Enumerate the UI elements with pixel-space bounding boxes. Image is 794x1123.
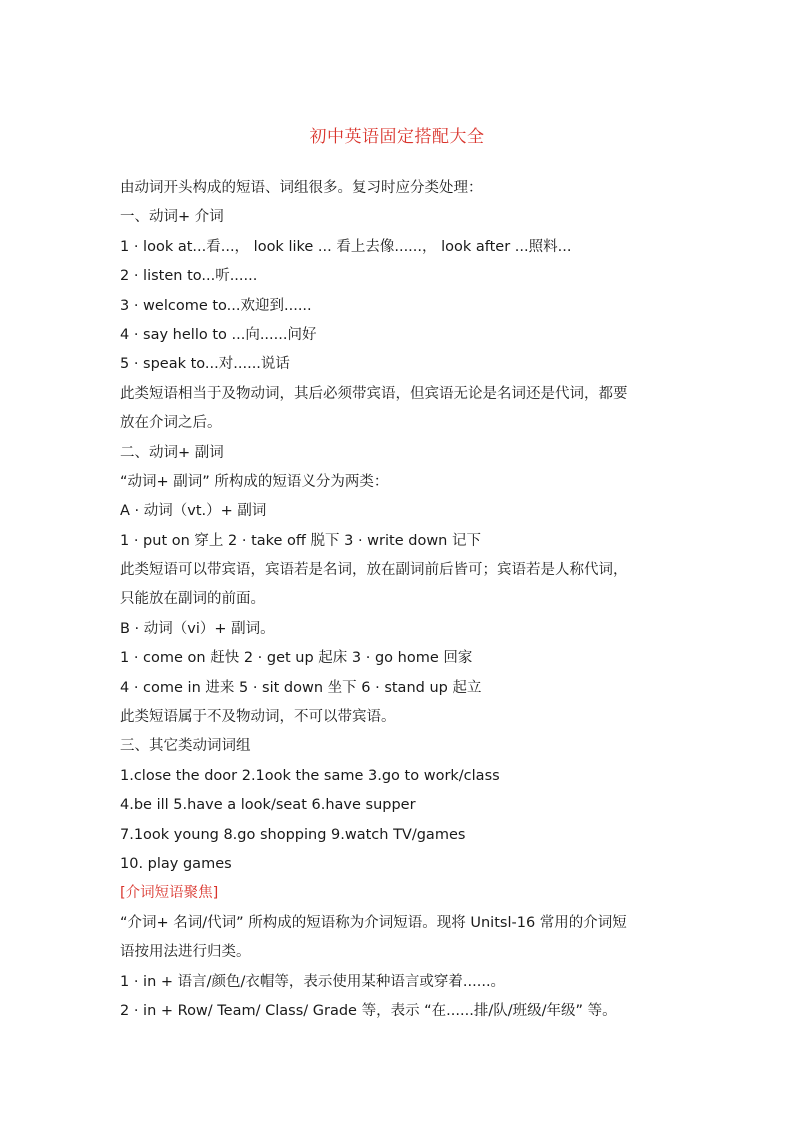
list-item: 3 · welcome to...欢迎到......: [120, 297, 312, 314]
list-item: 4 · come in 进来 5 · sit down 坐下 6 · stand up 起立: [120, 679, 482, 696]
list-item: 4.be ill 5.have a look/seat 6.have supper: [120, 797, 416, 814]
document-body: [120, 174, 690, 1026]
paragraph-line: 此类短语属于不及物动词，不可以带宾语。: [120, 709, 396, 726]
list-item: 4 · say hello to ...向......问好: [120, 326, 317, 343]
list-item: 5 · speak to...对......说话: [120, 356, 290, 373]
subsection-heading-a: A · 动词（vt.）+ 副词: [120, 503, 267, 520]
paragraph-line: “动词+ 副词” 所构成的短语义分为两类：: [120, 473, 389, 490]
section-heading-preposition-phrases: [介词短语聚焦]: [120, 885, 219, 902]
list-item: 10. play games: [120, 855, 232, 872]
paragraph-line: 此类短语可以带宾语，宾语若是名词，放在副词前后皆可；宾语若是人称代词，: [120, 562, 628, 579]
intro-line: 由动词开头构成的短语、词组很多。复习时应分类处理：: [120, 180, 483, 196]
list-item: 1 · in + 语言/颜色/衣帽等，表示使用某种语言或穿着......。: [120, 973, 506, 990]
paragraph-line: “介词+ 名词/代词” 所构成的短语称为介词短语。现将 Unitsl-16 常用的介词短: [120, 914, 627, 931]
paragraph-line: 语按用法进行归类。: [120, 944, 251, 961]
list-item: 1 · look at...看...， look like ... 看上去像......， look after ...照料...: [120, 238, 572, 255]
document-title: 初中英语固定搭配大全: [309, 127, 485, 147]
paragraph-line: 只能放在副词的前面。: [120, 591, 265, 608]
list-item: 2 · listen to...听......: [120, 268, 258, 285]
list-item: 2 · in + Row/ Team/ Class/ Grade 等，表示 “在......排/队/班级/年级” 等。: [120, 1002, 617, 1019]
section-heading-other-phrases: 三、其它类动词词组: [120, 738, 251, 755]
paragraph-line: 放在介词之后。: [120, 415, 222, 432]
subsection-heading-b: B · 动词（vi）+ 副词。: [120, 620, 275, 637]
list-item: 1 · come on 赶快 2 · get up 起床 3 · go home 回家: [120, 650, 473, 667]
list-item: 7.1ook young 8.go shopping 9.watch TV/games: [120, 826, 466, 843]
section-heading-verb-preposition: 一、动词+ 介词: [120, 209, 224, 226]
section-heading-verb-adverb: 二、动词+ 副词: [120, 444, 224, 461]
list-item: 1.close the door 2.1ook the same 3.go to work/class: [120, 767, 500, 784]
list-item: 1 · put on 穿上 2 · take off 脱下 3 · write down 记下: [120, 532, 481, 549]
paragraph-line: 此类短语相当于及物动词，其后必须带宾语，但宾语无论是名词还是代词，都要: [120, 385, 628, 402]
